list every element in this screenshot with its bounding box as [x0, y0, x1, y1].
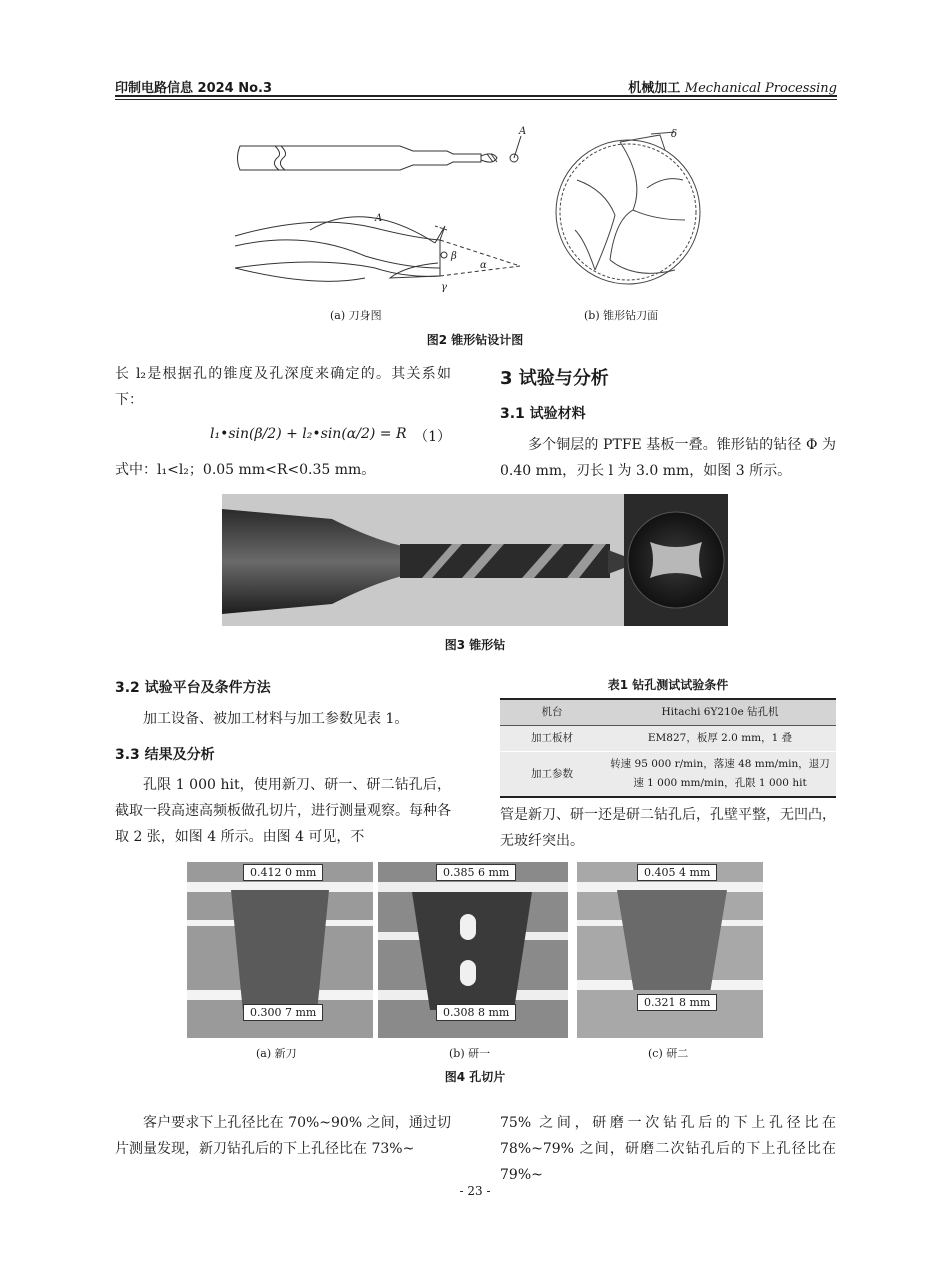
- figure4c-subcaption: (c) 研二: [648, 1047, 689, 1060]
- measure-bottom-c: 0.321 8 mm: [637, 994, 717, 1011]
- table1: [500, 698, 836, 798]
- section-header-cn: 机械加工: [628, 81, 681, 96]
- label-beta: β: [451, 251, 457, 262]
- table-cell: EM827，板厚 2.0 mm，1 叠: [604, 726, 836, 752]
- figure2b-subcaption: (b) 锥形钻刀面: [584, 309, 659, 322]
- label-delta: δ: [671, 129, 678, 140]
- figure4c-photo: [577, 862, 763, 1038]
- table1-header-row: [500, 699, 836, 726]
- figure4-caption: 图4 孔切片: [444, 1070, 506, 1084]
- figure2-caption: 图2 锥形钻设计图: [426, 333, 524, 347]
- header-rule-thick: [115, 95, 837, 97]
- journal-title: 印制电路信息 2024 No.3: [115, 81, 273, 96]
- figure4b-photo: [378, 862, 568, 1038]
- section-3-1-title: 3.1 试验材料: [500, 406, 586, 422]
- equation-where: 式中：l₁<l₂；0.05 mm<R<0.35 mm。: [115, 462, 376, 478]
- figure3-drill-image: [222, 494, 728, 626]
- header-rule-thin: [115, 99, 837, 100]
- equation-formula: l₁•sin(β/2) + l₂•sin(α/2) = R: [210, 426, 407, 442]
- section-3-1-text: 多个铜层的 PTFE 基板一叠。锥形钻的钻径 Φ 为 0.40 mm，刃长 l 为 3.0 mm，如图 3 所示。: [500, 437, 836, 479]
- paragraph-l2-text: 长 l₂是根据孔的锥度及孔深度来确定的。其关系如下：: [115, 366, 451, 408]
- table1-header-cell: Hitachi 6Y210e 钻孔机: [604, 699, 836, 726]
- table-cell: 转速 95 000 r/min，落速 48 mm/min，退刀速 1 000 mm/min，孔限 1 000 hit: [604, 752, 836, 798]
- table-cell: 加工参数: [500, 752, 604, 798]
- measure-top-c: 0.405 4 mm: [637, 864, 717, 881]
- paragraph-after-table: 管是新刀、研一还是研二钻孔后，孔壁平整，无凹凸，无玻纤突出。: [500, 807, 836, 849]
- label-alpha: α: [480, 260, 487, 271]
- figure2a-drill-body-drawing: [225, 118, 535, 298]
- section-3-2-text: 加工设备、被加工材料与加工参数见表 1。: [143, 711, 409, 727]
- figure2b-drill-face-drawing: [555, 120, 705, 300]
- bottom-paragraph-right: 75% 之间，研磨一次钻孔后的下上孔径比在 78%~79% 之间，研磨二次钻孔后的下上孔径比在 79%~: [500, 1115, 836, 1183]
- table-row: [500, 752, 836, 798]
- measure-top-a: 0.412 0 mm: [243, 864, 323, 881]
- equation-1: [115, 418, 451, 454]
- figure2a-subcaption: (a) 刀身图: [330, 309, 382, 322]
- figure4a-subcaption: (a) 新刀: [256, 1047, 297, 1060]
- page-number: - 23 -: [459, 1184, 491, 1198]
- label-A-top: A: [519, 126, 527, 137]
- section-header-en: Mechanical Processing: [684, 81, 837, 96]
- label-A-mid: A: [375, 213, 383, 224]
- section-3-3-text: 孔限 1 000 hit，使用新刀、研一、研二钻孔后，截取一段高速高频板做孔切片，进行测量观察。每种各取 2 张，如图 4 所示。由图 4 可见，不: [115, 777, 451, 845]
- figure3-caption: 图3 锥形钻: [444, 638, 506, 652]
- table1-header-cell: 机台: [500, 699, 604, 726]
- section-3-2-title: 3.2 试验平台及条件方法: [115, 680, 271, 696]
- section-3-title: 3 试验与分析: [500, 368, 609, 389]
- table-row: [500, 726, 836, 752]
- equation-number: （1）: [414, 429, 451, 445]
- figure3-photo: [222, 494, 728, 626]
- section-3-3-title: 3.3 结果及分析: [115, 747, 215, 763]
- paragraph-l2: [115, 361, 451, 413]
- table-cell: 加工板材: [500, 726, 604, 752]
- section-header: [628, 77, 837, 96]
- figure4b-subcaption: (b) 研一: [449, 1047, 491, 1060]
- measure-bottom-a: 0.300 7 mm: [243, 1004, 323, 1021]
- figure4a-photo: [187, 862, 373, 1038]
- table1-caption: 表1 钻孔测试试验条件: [607, 678, 729, 692]
- measure-top-b: 0.385 6 mm: [436, 864, 516, 881]
- label-gamma: γ: [441, 282, 447, 293]
- measure-bottom-b: 0.308 8 mm: [436, 1004, 516, 1021]
- bottom-paragraph-left: 客户要求下上孔径比在 70%~90% 之间，通过切片测量发现，新刀钻孔后的下上孔径比在 73%~: [115, 1115, 451, 1157]
